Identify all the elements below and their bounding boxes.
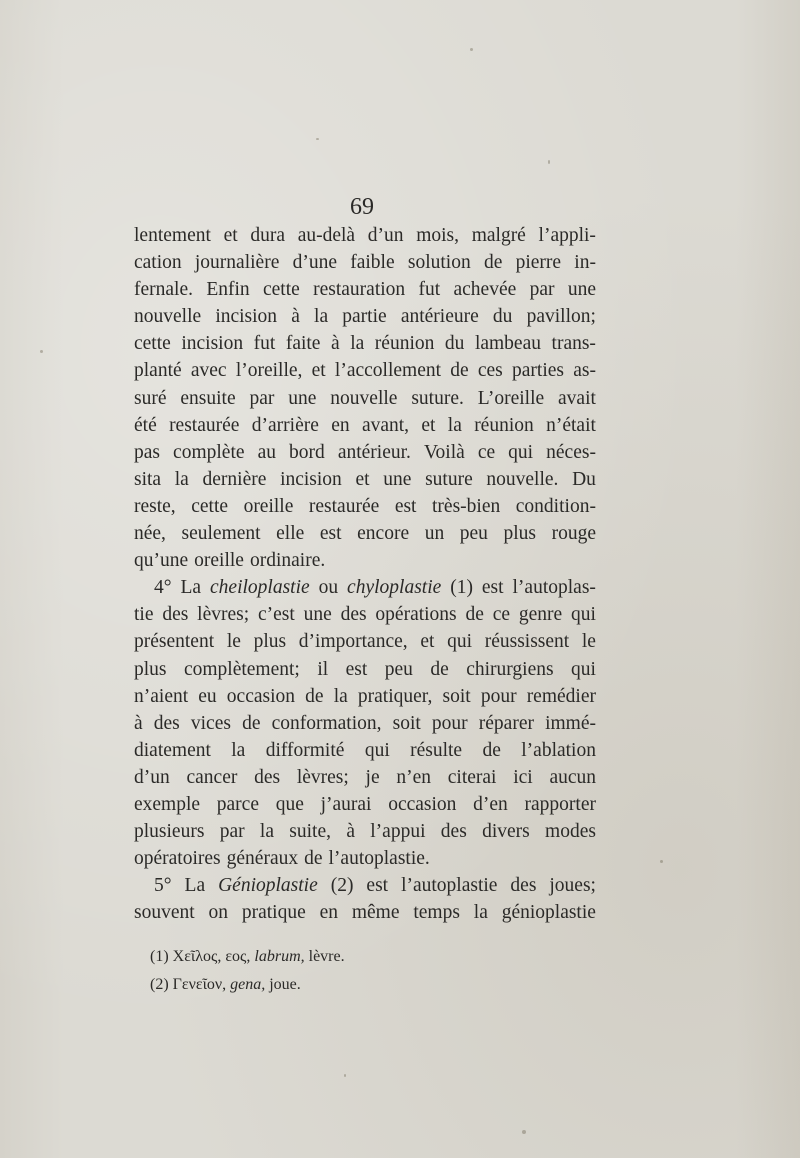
word: parce: [216, 793, 259, 815]
footnote: [150, 943, 450, 971]
word: soit: [442, 685, 471, 707]
word: réunion: [374, 333, 435, 355]
word: pas: [134, 441, 160, 463]
word: il: [317, 658, 329, 680]
word: nouvelle: [134, 306, 202, 328]
word: as-: [573, 360, 596, 382]
word: d’un: [367, 225, 404, 246]
text-line: [134, 656, 596, 683]
word: restauration: [313, 279, 406, 301]
word: qui: [571, 604, 596, 626]
word: ce: [492, 604, 511, 626]
word: cette: [262, 279, 300, 301]
word: par: [219, 821, 245, 843]
word: réunion: [474, 414, 534, 436]
text-line: [134, 520, 596, 547]
word: du: [492, 306, 513, 328]
word: des: [440, 821, 467, 843]
word: l’autoplas-: [512, 577, 596, 599]
word: est: [394, 495, 417, 517]
word: lambeau: [474, 333, 541, 355]
word: nouvelle.: [486, 468, 559, 490]
word: reste,: [134, 495, 176, 517]
word: en: [331, 414, 350, 436]
word: une: [383, 468, 412, 490]
word: n’était: [546, 414, 596, 436]
word: et: [223, 225, 238, 246]
word: Génioplastie: [218, 875, 318, 897]
word: divers: [482, 821, 530, 843]
footnote-latin: gena,: [230, 976, 266, 993]
text-line: [134, 845, 596, 872]
word: plus: [253, 631, 287, 653]
word: remédier: [526, 685, 596, 707]
word: occasion: [388, 793, 457, 815]
word: généraux: [226, 848, 299, 870]
footnote-french: joue.: [269, 976, 301, 993]
word: des: [510, 875, 537, 897]
word: encore: [357, 523, 410, 545]
text-line: [134, 222, 596, 249]
text-line: [134, 601, 596, 628]
word: de: [304, 848, 323, 870]
word: présentent: [134, 631, 215, 653]
word: L’oreille: [477, 387, 545, 409]
text-line: [134, 547, 596, 574]
text-line: [134, 357, 596, 384]
word: n’en: [396, 766, 432, 788]
word: l’appli-: [538, 225, 596, 246]
paper-speck: [40, 350, 43, 353]
text-line: [134, 385, 596, 412]
word: incision: [181, 333, 244, 355]
word: malgré: [471, 225, 526, 246]
word: Enfin: [206, 279, 250, 301]
word: une: [567, 279, 596, 301]
word: restaurée: [308, 495, 380, 517]
word: plusieurs: [134, 821, 205, 843]
word: dura: [250, 225, 285, 246]
text-line: [134, 439, 596, 466]
word: lèvres;: [296, 766, 349, 788]
word: citerai: [447, 766, 497, 788]
word: très-bien: [432, 495, 501, 517]
word: dernière: [202, 468, 267, 490]
word: un: [424, 523, 445, 545]
word: même: [351, 902, 400, 924]
word: de: [450, 360, 469, 382]
word: oreille: [194, 550, 244, 572]
word: sita: [134, 468, 162, 490]
word: ces: [477, 360, 503, 382]
word: la: [259, 821, 274, 843]
word: planté: [134, 360, 182, 382]
word: modes: [545, 821, 596, 843]
paper-speck: [470, 48, 473, 51]
text-line: [134, 249, 596, 276]
word: la: [231, 739, 246, 761]
text-line: [134, 276, 596, 303]
footnote-greek: Γενεῖον,: [172, 976, 227, 993]
text-line: [134, 683, 596, 710]
word: genre: [518, 604, 563, 626]
word: La: [180, 577, 202, 599]
word: la: [314, 306, 329, 328]
word: complète: [173, 441, 245, 463]
footnotes: [150, 943, 450, 999]
footnote-num: (2): [150, 976, 169, 993]
word: et: [355, 468, 370, 490]
word: génioplastie: [501, 902, 596, 924]
word: chirurgiens: [466, 658, 554, 680]
word: du: [444, 333, 465, 355]
word: née,: [134, 523, 166, 545]
paper-speck: [522, 1130, 526, 1134]
text-line: [134, 818, 596, 845]
word: la: [350, 333, 365, 355]
word: plus: [134, 658, 167, 680]
word: d’en: [473, 793, 508, 815]
word: pour: [480, 685, 517, 707]
word: la: [333, 685, 348, 707]
word: diatement: [134, 739, 211, 761]
word: cette: [191, 495, 229, 517]
footnote-french: lèvre.: [308, 948, 345, 965]
word: de: [482, 739, 501, 761]
word: cheiloplastie: [210, 577, 310, 599]
word: souvent: [134, 902, 195, 924]
paper-speck: [548, 160, 550, 164]
word: est: [481, 577, 504, 599]
word: la: [174, 468, 189, 490]
word: suture.: [411, 387, 464, 409]
word: été: [134, 414, 157, 436]
word: des: [153, 712, 180, 734]
word: à: [134, 712, 143, 734]
word: pierre: [515, 252, 562, 274]
word: pratique: [241, 902, 306, 924]
word: ou: [318, 577, 339, 599]
word: des: [162, 604, 189, 626]
word: fut: [253, 333, 276, 355]
word: oreille: [243, 495, 294, 517]
word: soit: [392, 712, 421, 734]
word: fut: [418, 279, 441, 301]
word: d’un: [134, 766, 170, 788]
word: en: [319, 902, 338, 924]
word: opérations: [375, 604, 457, 626]
word: est: [319, 523, 342, 545]
word: antérieure: [400, 306, 479, 328]
word: l’appui: [370, 821, 426, 843]
text-line: [134, 737, 596, 764]
page-number: 69: [350, 194, 374, 220]
word: à: [291, 306, 300, 328]
word: c’est: [257, 604, 295, 626]
text-line: [134, 791, 596, 818]
text-line: [134, 764, 596, 791]
word: 5°: [154, 875, 172, 897]
word: journalière: [194, 252, 280, 274]
word: qui: [364, 739, 390, 761]
word: de: [305, 685, 324, 707]
word: cette: [134, 333, 171, 355]
text-line: [134, 412, 596, 439]
footnote-greek: Χεῖλος, εος,: [172, 948, 251, 965]
word: ce: [477, 441, 496, 463]
text-line: [134, 872, 596, 899]
word: le: [581, 631, 596, 653]
word: antérieur.: [337, 441, 411, 463]
word: occasion: [226, 685, 296, 707]
word: Voilà: [423, 441, 465, 463]
word: difformité: [265, 739, 345, 761]
word: faible: [350, 252, 395, 274]
word: trans-: [551, 333, 596, 355]
word: ordinaire.: [249, 550, 326, 572]
word: est: [345, 658, 368, 680]
word: (1): [450, 577, 473, 599]
word: qui: [508, 441, 534, 463]
word: je: [365, 766, 380, 788]
word: est: [366, 875, 389, 897]
word: partie: [342, 306, 387, 328]
paper-speck: [344, 1074, 346, 1077]
word: seulement: [181, 523, 261, 545]
word: qu’une: [134, 550, 189, 572]
text-line: [134, 574, 596, 601]
word: solution: [407, 252, 471, 274]
word: avec: [190, 360, 227, 382]
word: aucun: [549, 766, 596, 788]
footnote-latin: labrum,: [254, 948, 305, 965]
word: par: [529, 279, 555, 301]
word: d’arrière: [251, 414, 319, 436]
word: immé-: [545, 712, 596, 734]
word: et: [421, 414, 436, 436]
word: (2): [330, 875, 354, 897]
word: peu: [384, 658, 413, 680]
word: on: [208, 902, 229, 924]
word: l’ablation: [521, 739, 596, 761]
paper-speck: [316, 138, 319, 140]
word: pavillon;: [526, 306, 596, 328]
word: lentement: [134, 225, 211, 246]
word: suite,: [289, 821, 332, 843]
word: pour: [431, 712, 468, 734]
word: achevée: [453, 279, 517, 301]
word: La: [184, 875, 206, 897]
word: fernale.: [134, 279, 193, 301]
word: peu: [459, 523, 488, 545]
word: conformation,: [271, 712, 382, 734]
word: l’autoplastie: [401, 875, 498, 897]
word: elle: [276, 523, 305, 545]
word: pratiquer,: [357, 685, 433, 707]
word: incision: [280, 468, 342, 490]
word: restaurée: [169, 414, 240, 436]
word: d’importance,: [298, 631, 408, 653]
word: la: [473, 902, 488, 924]
word: temps: [413, 902, 460, 924]
paper-speck: [660, 860, 663, 863]
word: d’une: [292, 252, 337, 274]
word: la: [447, 414, 462, 436]
word: Du: [572, 468, 596, 490]
word: 4°: [154, 577, 172, 599]
word: j’aurai: [320, 793, 372, 815]
word: de: [465, 604, 484, 626]
word: des: [340, 604, 367, 626]
word: de: [242, 712, 261, 734]
word: avait: [558, 387, 596, 409]
word: ensuite: [180, 387, 236, 409]
word: eu: [198, 685, 217, 707]
word: le: [226, 631, 241, 653]
text-line: [134, 710, 596, 737]
text-line: [134, 628, 596, 655]
word: avant,: [361, 414, 410, 436]
body-text: [134, 222, 596, 926]
text-line: [134, 466, 596, 493]
word: parties: [512, 360, 564, 382]
word: rapporter: [524, 793, 596, 815]
text-line: [134, 330, 596, 357]
word: exemple: [134, 793, 201, 815]
word: bord: [289, 441, 325, 463]
word: de: [483, 252, 503, 274]
word: au-delà: [297, 225, 356, 246]
word: suré: [134, 387, 167, 409]
word: n’aient: [134, 685, 189, 707]
word: lèvres;: [197, 604, 250, 626]
word: l’autoplastie.: [328, 848, 430, 870]
word: tie: [134, 604, 154, 626]
word: vices: [190, 712, 231, 734]
word: faite: [285, 333, 321, 355]
word: à: [331, 333, 340, 355]
word: in-: [574, 252, 596, 274]
word: qui: [447, 631, 473, 653]
footnote: [150, 971, 450, 999]
word: néces-: [546, 441, 596, 463]
word: des: [254, 766, 281, 788]
word: de: [430, 658, 449, 680]
word: condition-: [515, 495, 596, 517]
word: une: [288, 387, 317, 409]
word: au: [257, 441, 276, 463]
word: cancer: [186, 766, 238, 788]
word: l’oreille,: [235, 360, 303, 382]
word: chyloplastie: [347, 577, 442, 599]
word: qui: [571, 658, 596, 680]
word: complètement;: [183, 658, 300, 680]
word: nouvelle: [330, 387, 398, 409]
footnote-num: (1): [150, 948, 169, 965]
text-line: [134, 493, 596, 520]
word: incision: [215, 306, 278, 328]
word: suture: [425, 468, 473, 490]
word: par: [249, 387, 275, 409]
text-line: [134, 303, 596, 330]
word: opératoires: [134, 848, 221, 870]
word: cation: [134, 252, 182, 274]
word: rouge: [551, 523, 596, 545]
word: ici: [513, 766, 533, 788]
word: une: [303, 604, 332, 626]
word: résulte: [410, 739, 463, 761]
word: réussissent: [484, 631, 570, 653]
text-line: [134, 899, 596, 926]
word: et: [311, 360, 326, 382]
word: à: [346, 821, 355, 843]
word: mois,: [416, 225, 460, 246]
word: joues;: [549, 875, 596, 897]
word: plus: [503, 523, 537, 545]
word: et: [420, 631, 435, 653]
word: que: [275, 793, 304, 815]
word: réparer: [478, 712, 534, 734]
word: l’accollement: [334, 360, 442, 382]
